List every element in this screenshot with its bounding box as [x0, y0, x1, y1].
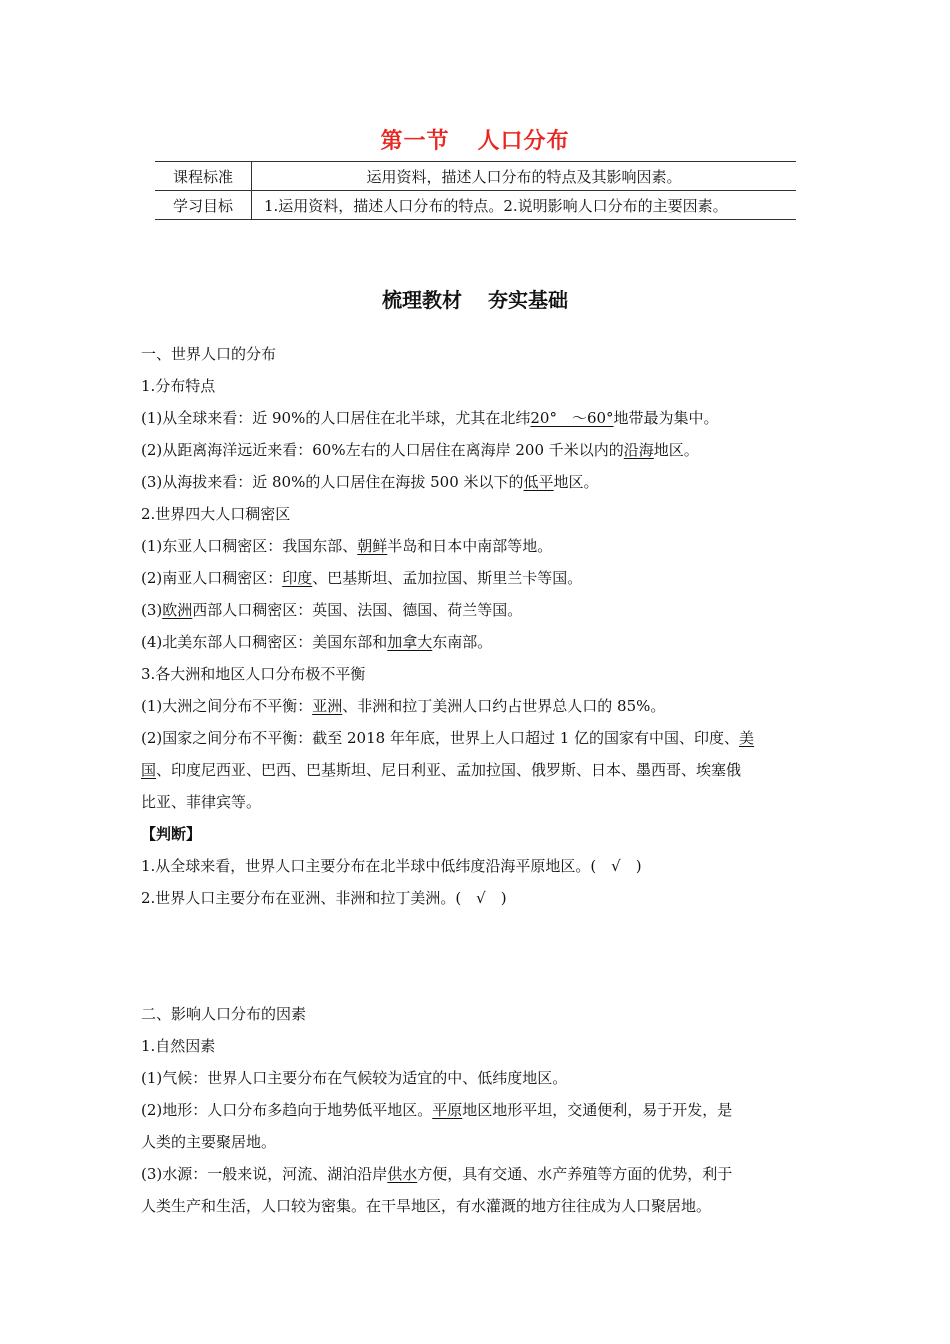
text-segment: (3)水源：一般来说，河流、湖泊沿岸 [141, 1165, 388, 1183]
answer-blank: 亚洲 [312, 697, 343, 715]
answer-blank: 低平 [523, 473, 554, 491]
text-segment: (2)从距离海洋远近来看：60%左右的人口居住在离海岸 200 千米以内的 [141, 441, 624, 459]
part1-subheading-3: 3.各大洲和地区人口分布极不平衡 [141, 665, 366, 683]
text-segment: 地区。 [653, 441, 699, 459]
section-title [0, 284, 950, 313]
title-section-number: 第一节 [380, 129, 450, 154]
paragraph-line [141, 696, 821, 716]
text-segment: (3) [141, 601, 163, 619]
table-row [155, 162, 796, 191]
table-cell-value: 运用资料，描述人口分布的特点及其影响因素。 [252, 162, 797, 191]
text-segment: 地带最为集中。 [613, 409, 719, 427]
paragraph-line: (1)气候：世界人口主要分布在气候较为适宜的中、低纬度地区。 [141, 1069, 568, 1087]
paragraph-line: 人类生产和生活，人口较为密集。在干旱地区，有水灌溉的地方往往成为人口聚居地。 [141, 1197, 712, 1215]
text-segment: 西部人口稠密区：英国、法国、德国、荷兰等国。 [192, 601, 523, 619]
standards-table [155, 161, 796, 220]
judge-item-2: 2.世界人口主要分布在亚洲、非洲和拉丁美洲。( √ ) [141, 889, 507, 907]
answer-blank: 沿海 [623, 441, 654, 459]
text-segment: (1)从全球来看：近 90%的人口居住在北半球，尤其在北纬 [141, 409, 531, 427]
paragraph-line [141, 1100, 821, 1120]
answer-blank: 平原 [432, 1101, 463, 1119]
section-title-part1: 梳理教材 [382, 288, 462, 312]
paragraph-line: 人类的主要聚居地。 [141, 1133, 277, 1151]
text-segment: 东南部。 [432, 633, 493, 651]
answer-blank: 欧洲 [162, 601, 193, 619]
text-segment: 、非洲和拉丁美洲人口约占世界总人口的 85%。 [342, 697, 666, 715]
paragraph-line [141, 1164, 821, 1184]
part2-heading: 二、影响人口分布的因素 [141, 1005, 307, 1023]
paragraph-line: 比亚、菲律宾等。 [141, 793, 262, 811]
text-segment: (2)国家之间分布不平衡：截至 2018 年年底，世界上人口超过 1 亿的国家有中国、印度、 [141, 729, 740, 747]
text-segment: (1)大洲之间分布不平衡： [141, 697, 313, 715]
answer-blank: 朝鲜 [357, 537, 388, 555]
table-cell-key: 课程标准 [155, 162, 252, 191]
paragraph-line [141, 408, 821, 428]
paragraph-line [141, 728, 821, 748]
text-segment: 地区地形平坦，交通便利，易于开发，是 [462, 1101, 733, 1119]
text-segment: (2)南亚人口稠密区： [141, 569, 283, 587]
text-segment: (4)北美东部人口稠密区：美国东部和 [141, 633, 388, 651]
paragraph-line [141, 472, 821, 492]
answer-blank: 美 [739, 729, 755, 747]
part1-subheading-2: 2.世界四大人口稠密区 [141, 505, 291, 523]
text-segment: 半岛和日本中南部等地。 [387, 537, 553, 555]
paragraph-line [141, 760, 821, 780]
paragraph-line [141, 632, 821, 652]
answer-blank: 国 [141, 761, 157, 779]
part1-subheading-1: 1.分布特点 [141, 377, 216, 395]
table-row [155, 191, 796, 220]
answer-blank: 印度 [282, 569, 313, 587]
paragraph-line [141, 600, 821, 620]
text-segment: (2)地形：人口分布多趋向于地势低平地区。 [141, 1101, 433, 1119]
section-title-part2: 夯实基础 [488, 288, 568, 312]
judge-item-1: 1.从全球来看，世界人口主要分布在北半球中低纬度沿海平原地区。( √ ) [141, 857, 642, 875]
paragraph-line [141, 440, 821, 460]
paragraph-line [141, 568, 821, 588]
table-cell-value: 1.运用资料，描述人口分布的特点。2.说明影响人口分布的主要因素。 [252, 191, 797, 220]
table-cell-key: 学习目标 [155, 191, 252, 220]
text-segment: 方便，具有交通、水产养殖等方面的优势，利于 [417, 1165, 733, 1183]
title-topic: 人口分布 [477, 129, 570, 154]
part2-subheading-1: 1.自然因素 [141, 1037, 216, 1055]
text-segment: 、巴基斯坦、孟加拉国、斯里兰卡等国。 [312, 569, 583, 587]
paragraph-line [141, 536, 821, 556]
answer-blank: 供水 [387, 1165, 418, 1183]
text-segment: 、印度尼西亚、巴西、巴基斯坦、尼日利亚、孟加拉国、俄罗斯、日本、墨西哥、埃塞俄 [156, 761, 742, 779]
text-segment: 地区。 [553, 473, 599, 491]
page-title [0, 124, 950, 155]
text-segment: (3)从海拔来看：近 80%的人口居住在海拔 500 米以下的 [141, 473, 524, 491]
part1-heading: 一、世界人口的分布 [141, 345, 277, 363]
text-segment: (1)东亚人口稠密区：我国东部、 [141, 537, 358, 555]
answer-blank: 加拿大 [387, 633, 433, 651]
judge-heading: 【判断】 [141, 825, 202, 843]
answer-blank: 20° ～60° [530, 409, 614, 427]
